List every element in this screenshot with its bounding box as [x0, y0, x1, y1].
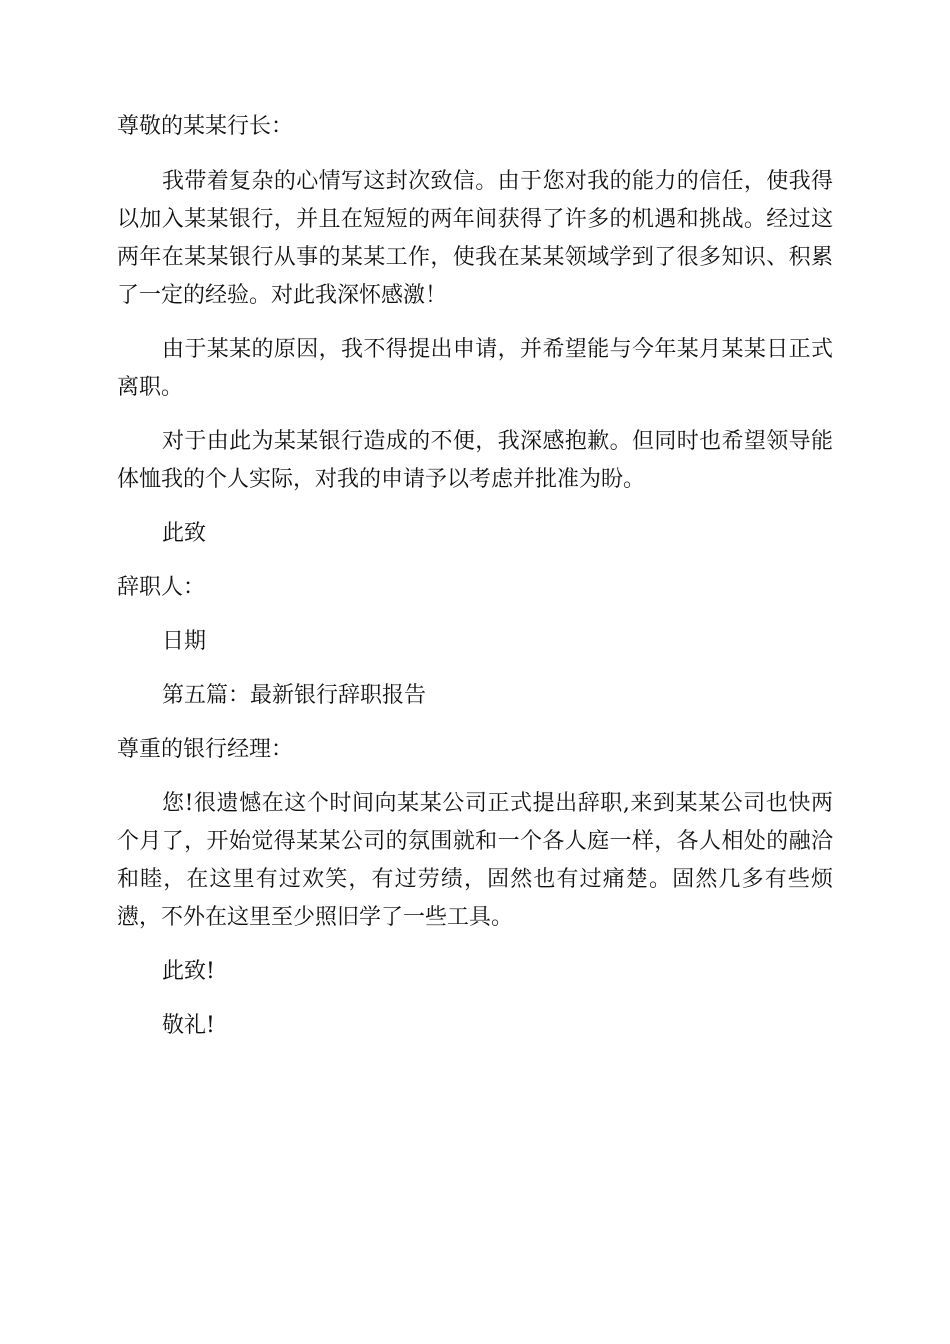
- letter1-paragraph-3: 对于由此为某某银行造成的不便，我深感抱歉。但同时也希望领导能体恤我的个人实际，对我的申请予以考虑并批准为盼。: [117, 429, 833, 492]
- document-content: [117, 108, 833, 1045]
- letter2-paragraph-1: 您!很遗憾在这个时间向某某公司正式提出辞职,来到某某公司也快两个月了，开始觉得某某公司的氛围就和一个各人庭一样，各人相处的融洽和睦，在这里有过欢笑，有过劳绩，固然也有过痛楚。固然几多有些烦懑，不外在这里至少照旧学了一些工具。: [117, 791, 833, 930]
- letter1-signer-label: 辞职人：: [117, 575, 206, 600]
- letter2-salutation: 尊重的银行经理：: [117, 737, 294, 762]
- section-title: 第五篇：最新银行辞职报告: [162, 683, 427, 708]
- letter2-closing: 此致!: [162, 959, 215, 984]
- letter1-date-label: 日期: [162, 629, 207, 654]
- letter1-paragraph-2: 由于某某的原因，我不得提出申请，并希望能与今年某月某某日正式离职。: [117, 337, 833, 400]
- letter1-salutation: 尊敬的某某行长：: [117, 114, 294, 139]
- letter1-paragraph-1: 我带着复杂的心情写这封次致信。由于您对我的能力的信任，使我得以加入某某银行，并且在短短的两年间获得了许多的机遇和挑战。经过这两年在某某银行从事的某某工作，使我在某某领域学到了很多知识、积累了一定的经验。对此我深怀感激！: [117, 169, 833, 308]
- letter2-regards: 敬礼!: [162, 1013, 215, 1038]
- letter1-closing: 此致: [162, 521, 207, 546]
